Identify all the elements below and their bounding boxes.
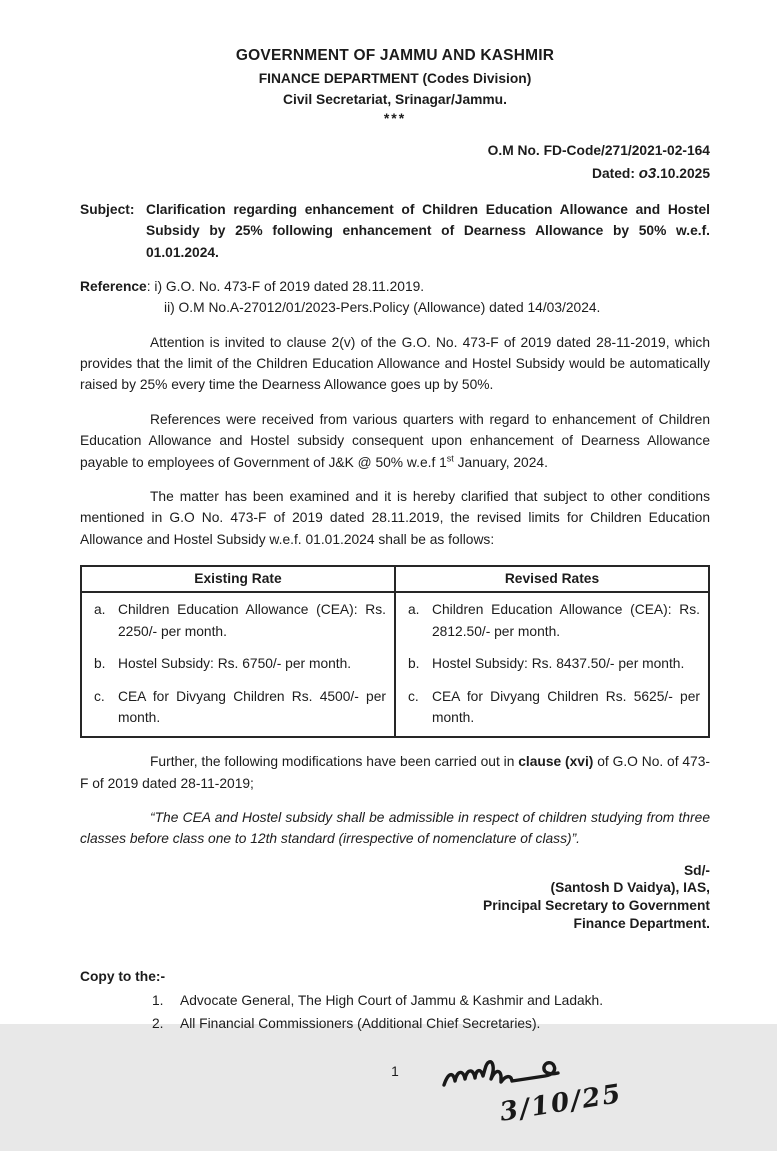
- paragraph-2-tail: January, 2024.: [453, 454, 548, 470]
- existing-item-a: [94, 599, 386, 642]
- paragraph-4-text: Further, the following modifications have been carried out in: [150, 754, 519, 770]
- existing-rate-cell: [81, 592, 395, 737]
- item-marker: b.: [408, 656, 420, 672]
- om-number: O.M No. FD-Code/271/2021-02-164: [487, 143, 710, 159]
- copy-item-number: 1.: [152, 992, 164, 1008]
- letterhead: [80, 44, 710, 126]
- body-paragraph-4: [80, 751, 710, 794]
- item-text: Children Education Allowance (CEA): Rs. 2250/- per month.: [118, 602, 386, 639]
- page-number: 1: [391, 1063, 399, 1079]
- item-marker: c.: [408, 688, 419, 704]
- rates-table: [80, 565, 710, 738]
- existing-rate-header: Existing Rate: [81, 566, 395, 592]
- dated-handwritten-digits: o3: [638, 164, 657, 182]
- page-footer: [80, 1061, 710, 1151]
- quoted-clause: “The CEA and Hostel subsidy shall be admissible in respect of children studying from three classes before class one to 12th standard (irrespective of nomenclature of class)”.: [80, 810, 710, 847]
- secretariat-line: Civil Secretariat, Srinagar/Jammu.: [283, 92, 507, 108]
- paragraph-4-tail: of G.O No. of 473-F of 2019 dated 28-11-2019;: [80, 754, 711, 791]
- item-marker: c.: [94, 688, 105, 704]
- reference-item-i: : i) G.O. No. 473-F of 2019 dated 28.11.2019.: [146, 278, 425, 294]
- copy-item-text: Advocate General, The High Court of Jammu & Kashmir and Ladakh.: [180, 992, 604, 1008]
- government-title: GOVERNMENT OF JAMMU AND KASHMIR: [235, 47, 555, 64]
- dated-line: [80, 162, 710, 185]
- reference-block: [80, 276, 710, 319]
- item-marker: a.: [94, 602, 106, 618]
- existing-item-c: [94, 686, 386, 729]
- reference-line-1: [80, 276, 710, 297]
- ordinal-superscript: st: [446, 452, 454, 463]
- separator-stars: ***: [383, 109, 407, 126]
- signatory-name: (Santosh D Vaidya), IAS,: [550, 880, 710, 896]
- copy-item-text: All Financial Commissioners (Additional Chief Secretaries).: [180, 1016, 541, 1032]
- rates-table-header-row: [81, 566, 709, 592]
- om-reference-block: [80, 140, 710, 185]
- paragraph-2-text: References were received from various quarters with regard to enhancement of Children Education Allowance and Hostel subsidy consequent upon enhancement of Dearness Allowance payable to employees of Government of J&K @ 50% w.e.f 1: [80, 411, 710, 470]
- copy-item-1: [80, 990, 710, 1011]
- dated-label: Dated:: [592, 165, 639, 181]
- signature-block: [80, 862, 710, 933]
- revised-item-a: [408, 599, 700, 642]
- reference-label: Reference: [80, 278, 147, 294]
- reference-item-ii: ii) O.M No.A-27012/01/2023-Pers.Policy (Allowance) dated 14/03/2024.: [164, 300, 601, 316]
- item-text: Children Education Allowance (CEA): Rs. 2812.50/- per month.: [432, 602, 700, 639]
- signatory-title-1: Principal Secretary to Government: [483, 898, 710, 914]
- revised-item-c: [408, 686, 700, 729]
- body-paragraph-2: [80, 409, 710, 473]
- copy-item-number: 2.: [152, 1016, 164, 1032]
- item-text: CEA for Divyang Children Rs. 4500/- per month.: [118, 688, 386, 725]
- existing-item-b: [94, 653, 386, 674]
- subject-label: Subject:: [80, 201, 135, 217]
- revised-item-b: [408, 653, 700, 674]
- item-marker: b.: [94, 656, 106, 672]
- copy-to-label: Copy to the:-: [80, 969, 166, 985]
- handwritten-signature: [438, 1039, 638, 1131]
- body-paragraph-3: The matter has been examined and it is hereby clarified that subject to other conditions mentioned in G.O No. 473-F of 2019 dated 28.11.2019, the revised limits for Children Education Allowance and Hostel Subsidy w.e.f. 01.01.2024 shall be as follows:: [80, 488, 710, 547]
- signatory-title-2: Finance Department.: [573, 915, 710, 931]
- sd-line: Sd/-: [683, 862, 710, 878]
- handwritten-date: 3/10/25: [497, 1078, 625, 1128]
- item-text: CEA for Divyang Children Rs. 5625/- per month.: [432, 688, 700, 725]
- subject-block: [80, 199, 710, 263]
- body-paragraph-1: Attention is invited to clause 2(v) of the G.O. No. 473-F of 2019 dated 28-11-2019, which provides that the limit of the Children Education Allowance and Hostel Subsidy would be automatically raised by 25% every time the Dearness Allowance goes up by 50%.: [80, 334, 710, 393]
- item-text: Hostel Subsidy: Rs. 6750/- per month.: [118, 656, 352, 672]
- subject-text: Clarification regarding enhancement of Children Education Allowance and Hostel Subsidy by 25% following enhancement of Dearness Allowance by 50% w.e.f. 01.01.2024.: [146, 201, 710, 260]
- clause-xvi-bold: clause (xvi): [518, 754, 594, 770]
- rates-table-body-row: [81, 592, 709, 737]
- revised-rates-cell: [395, 592, 709, 737]
- signature-ink-stroke: [444, 1061, 558, 1084]
- department-title: FINANCE DEPARTMENT (Codes Division): [258, 71, 532, 87]
- copy-item-2: [80, 1013, 710, 1034]
- item-text: Hostel Subsidy: Rs. 8437.50/- per month.: [432, 656, 685, 672]
- revised-rates-header: Revised Rates: [395, 566, 709, 592]
- item-marker: a.: [408, 602, 420, 618]
- dated-printed-digits: .10.2025: [656, 165, 710, 181]
